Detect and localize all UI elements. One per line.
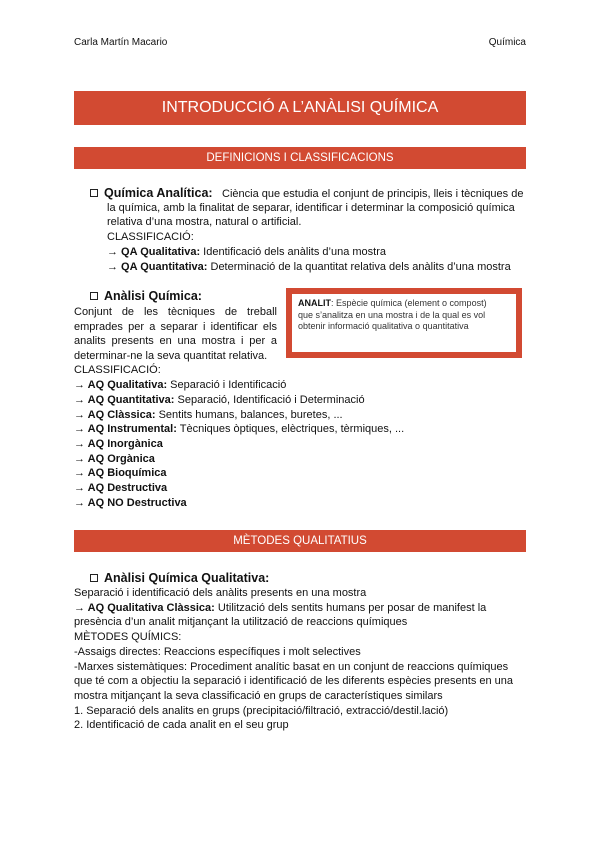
aq-item-term: → AQ Destructiva [74, 482, 168, 494]
checkbox-bullet-icon [90, 574, 98, 582]
aqq-line10: 2. Identificació de cada analit en el seu grup [74, 719, 289, 731]
qa-def-line2: la química, amb la finalitat de separar, identificar i determinar la composició química [107, 202, 515, 214]
aq-item-desc: Separació, Identificació i Determinació [174, 394, 365, 406]
aq-item-desc: Tècniques òptiques, elèctriques, tèrmiques, ... [176, 423, 405, 435]
analit-definition-box [286, 288, 522, 358]
box-line2: que s’analitza en una mostra i de la qual es vol [298, 309, 486, 320]
page-title: INTRODUCCIÓ A L’ANÀLISI QUÍMICA [74, 91, 526, 125]
aqq-line7: que té com a objectiu la separació i identificació de les diferents espècies presents en una [74, 675, 514, 687]
aqq-heading: Anàlisi Química Qualitativa: [104, 571, 270, 585]
qa-item-desc: Identificació dels anàlits d’una mostra [200, 246, 386, 258]
aq-item [74, 422, 404, 437]
qa-item-desc: Determinació de la quantitat relativa dels anàlits d’una mostra [207, 261, 511, 273]
aq-item [74, 393, 365, 408]
aqq-line3: presència d’un analit mitjançant la utilització de reaccions químiques [74, 616, 408, 628]
aq-item-term: → AQ Quantitativa: [74, 394, 175, 406]
aq-item [74, 466, 167, 481]
qa-heading: Química Analítica: [104, 186, 213, 200]
aq-item [74, 378, 286, 393]
qa-def-line1: Ciència que estudia el conjunt de principis, lleis i tècniques de [222, 188, 524, 200]
header-author: Carla Martín Macario [74, 37, 168, 48]
aq-item-term: → AQ Instrumental: [74, 423, 177, 435]
aq-item [74, 452, 155, 467]
qa-item [107, 245, 386, 260]
aq-item [74, 408, 343, 423]
aq-class-label: CLASSIFICACIÓ: [74, 364, 161, 376]
aq-item-term: → AQ NO Destructiva [74, 497, 187, 509]
aq-item [74, 481, 167, 496]
qa-def-line3: relativa d’una mostra, natural o artificial. [107, 216, 302, 228]
aq-item-term: → AQ Inorgànica [74, 438, 163, 450]
aqq-classica [74, 601, 486, 616]
header-subject: Química [488, 37, 526, 48]
aqq-classica-term: → AQ Qualitativa Clàssica: [74, 602, 215, 614]
aq-heading-row [90, 289, 202, 305]
qa-item-term: → QA Quantitativa: [107, 261, 208, 273]
aq-heading: Anàlisi Química: [104, 289, 202, 303]
aqq-line6: -Marxes sistemàtiques: Procediment analític basat en un conjunt de reaccions químiques [74, 661, 509, 673]
aq-desc-line: determinar-ne la seva quantitat relativa. [74, 350, 268, 362]
box-term: ANALIT [298, 298, 331, 308]
aqq-classica-desc: Utilització dels sentits humans per posar de manifest la [214, 602, 487, 614]
aq-item [74, 437, 163, 452]
aqq-heading-row [90, 571, 269, 587]
checkbox-bullet-icon [90, 292, 98, 300]
aq-desc-line: analits presents en una mostra i per a [74, 335, 277, 347]
checkbox-bullet-icon [90, 189, 98, 197]
box-line1-text: : Espècie química (element o compost) [331, 298, 487, 308]
aqq-line8: mostra mitjançant la seva classificació en grups de característiques similars [74, 690, 443, 702]
aq-item-desc: Sentits humans, balances, buretes, ... [155, 409, 343, 421]
aq-desc-line: emprades per a separar i identificar els [74, 321, 277, 333]
qa-heading-row [90, 186, 213, 202]
aqq-line9: 1. Separació dels analits en grups (precipitació/filtració, extracció/destil.lació) [74, 705, 449, 717]
box-line3: obtenir informació qualitativa o quantitativa [298, 321, 469, 331]
aq-item-term: → AQ Orgànica [74, 453, 155, 465]
qa-item [107, 260, 511, 275]
section-heading-definitions: DEFINICIONS I CLASSIFICACIONS [74, 147, 526, 169]
aq-item [74, 496, 187, 511]
qa-class-label: CLASSIFICACIÓ: [107, 231, 194, 243]
aqq-line5: -Assaigs directes: Reaccions específiques i molt selectives [74, 646, 361, 658]
aq-item-term: → AQ Bioquímica [74, 467, 167, 479]
aq-item-term: → AQ Clàssica: [74, 409, 156, 421]
aq-item-desc: Separació i Identificació [167, 379, 287, 391]
section-heading-qualitative: MÈTODES QUALITATIUS [74, 530, 526, 552]
aq-desc-line: Conjunt de les tècniques de treball [74, 306, 277, 318]
aqq-line1: Separació i identificació dels anàlits presents en una mostra [74, 587, 367, 599]
box-line1 [298, 298, 510, 310]
aq-item-term: → AQ Qualitativa: [74, 379, 168, 391]
aqq-methods-label: MÈTODES QUÍMICS: [74, 631, 182, 643]
qa-item-term: → QA Qualitativa: [107, 246, 201, 258]
